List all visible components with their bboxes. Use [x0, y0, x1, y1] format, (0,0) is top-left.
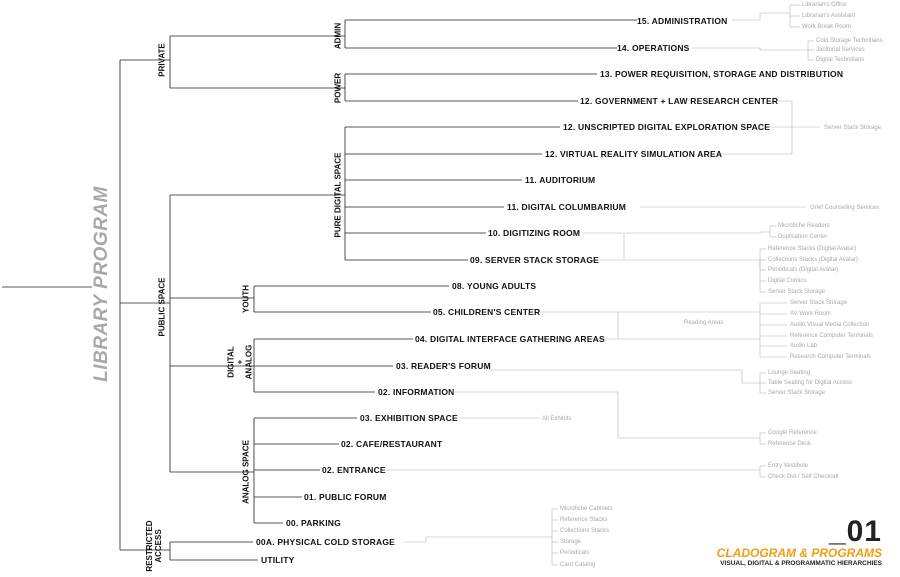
sub-label: Digital Technitians	[816, 57, 865, 63]
node-operations: 14. OPERATIONS	[617, 43, 690, 53]
sub-label: Librarian's Office	[802, 2, 847, 8]
node-entrance: 02. ENTRANCE	[322, 465, 386, 475]
sub-label: Check Out / Self Checkout	[768, 474, 839, 480]
sub-label: All Exhibits	[542, 416, 572, 422]
sub-label: Card Catalog	[560, 562, 596, 568]
sub-label: Periodicals	[560, 550, 590, 556]
sub-label: Collections Stacks	[560, 528, 610, 534]
node-young-adults: 08. YOUNG ADULTS	[452, 281, 537, 291]
sub-label: Reference Stacks (Digital Avatar)	[768, 246, 857, 252]
sheet-number: _01	[828, 515, 882, 548]
node-server-stack-storage: 09. SERVER STACK STORAGE	[470, 255, 600, 265]
node-childrens-center: 05. CHILDREN'S CENTER	[433, 307, 541, 317]
sub-label: AV Work Room	[790, 311, 831, 317]
sheet-caption	[716, 515, 882, 568]
sheet-subtitle: VISUAL, DIGITAL & PROGRAMMATIC HIERARCHIES	[720, 560, 882, 567]
sheet-title: CLADOGRAM & PROGRAMS	[716, 546, 882, 560]
sub-label: Work Break Room	[802, 24, 851, 30]
sub-label: Research Computer Terminals	[790, 354, 871, 360]
sub-label: Audio Visual Media Collection	[790, 322, 870, 328]
library-program-title: LIBRARY PROGRAM	[91, 186, 112, 382]
category-power: POWER	[333, 72, 343, 104]
node-digital-interface: 04. DIGITAL INTERFACE GATHERING AREAS	[415, 334, 605, 344]
node-information: 02. INFORMATION	[378, 387, 455, 397]
node-unscripted-digital: 12. UNSCRIPTED DIGITAL EXPLORATION SPACE	[563, 122, 771, 132]
sub-label: Table Seating for Digital Access	[768, 380, 853, 386]
category-youth: YOUTH	[241, 285, 251, 313]
sub-label: Duplication Center	[778, 234, 828, 240]
sub-label: Librarian's Assistant	[802, 13, 856, 19]
category-public-space: PUBLIC SPACE	[157, 277, 167, 337]
sub-label: Audio Lab	[790, 343, 818, 349]
node-digital-columbarium: 11. DIGITAL COLUMBARIUM	[507, 202, 627, 212]
category-analog-space: ANALOG SPACE	[241, 440, 251, 504]
category-private: PRIVATE	[157, 43, 167, 77]
category-digital-analog: DIGITAL + ANALOG	[226, 344, 254, 380]
category-pure-digital-space: PURE DIGITAL SPACE	[333, 152, 343, 238]
node-physical-cold-storage: 00A. PHYSICAL COLD STORAGE	[256, 537, 396, 547]
sub-label: Lounge Seating	[768, 370, 811, 376]
sub-label: Entry Vestibule	[768, 463, 809, 469]
node-virtual-reality: 12. VIRTUAL REALITY SIMULATION AREA	[545, 149, 723, 159]
sub-label: Microfiche Cabinets	[560, 506, 613, 512]
node-exhibition-space: 03. EXHIBITION SPACE	[360, 413, 458, 423]
node-public-forum: 01. PUBLIC FORUM	[304, 492, 387, 502]
sub-label: Digital Comics	[768, 278, 807, 284]
tree-lines-grey	[384, 5, 820, 565]
node-parking: 00. PARKING	[286, 518, 341, 528]
node-power-requisition: 13. POWER REQUISITION, STORAGE AND DISTRIBUTION	[600, 69, 844, 79]
category-restricted-access: RESTRICTED ACCESS	[145, 520, 163, 572]
sub-label: Google Reference	[768, 430, 817, 436]
sub-label: Microfiche Readers	[778, 223, 830, 229]
node-government-law: 12. GOVERNMENT + LAW RESEARCH CENTER	[580, 96, 779, 106]
sub-label: Storage	[560, 539, 582, 545]
node-administration: 15. ADMINISTRATION	[637, 16, 728, 26]
sub-label: Cold Storage Technitians	[816, 38, 883, 44]
sub-label: Grief Counseling Services	[810, 205, 880, 211]
node-cafe-restaurant: 02. CAFE/RESTAURANT	[341, 439, 443, 449]
sub-label: Reference Desk	[768, 441, 812, 447]
node-readers-forum: 03. READER'S FORUM	[396, 361, 491, 371]
sub-label: Reference Stacks	[560, 517, 608, 523]
sub-label: Periodicals (Digital Avatar)	[768, 267, 839, 273]
category-admin: ADMIN	[333, 22, 343, 50]
sub-label: Server Stack Storage	[768, 390, 826, 396]
node-utility: UTILITY	[261, 555, 295, 565]
sub-label: Collections Stacks (Digital Avatar)	[768, 257, 858, 263]
sub-label: Server Stack Storage	[790, 300, 848, 306]
sub-label: Server Stack Storage	[824, 125, 882, 131]
sub-label: Janitorial Services	[816, 47, 865, 53]
sub-label: Reference Computer Terminals	[790, 333, 873, 339]
node-auditorium: 11. AUDITORIUM	[525, 175, 596, 185]
sub-label: Reading Areas	[684, 320, 724, 326]
sub-label: Server Stack Storage	[768, 289, 826, 295]
node-digitizing-room: 10. DIGITIZING ROOM	[488, 228, 581, 238]
